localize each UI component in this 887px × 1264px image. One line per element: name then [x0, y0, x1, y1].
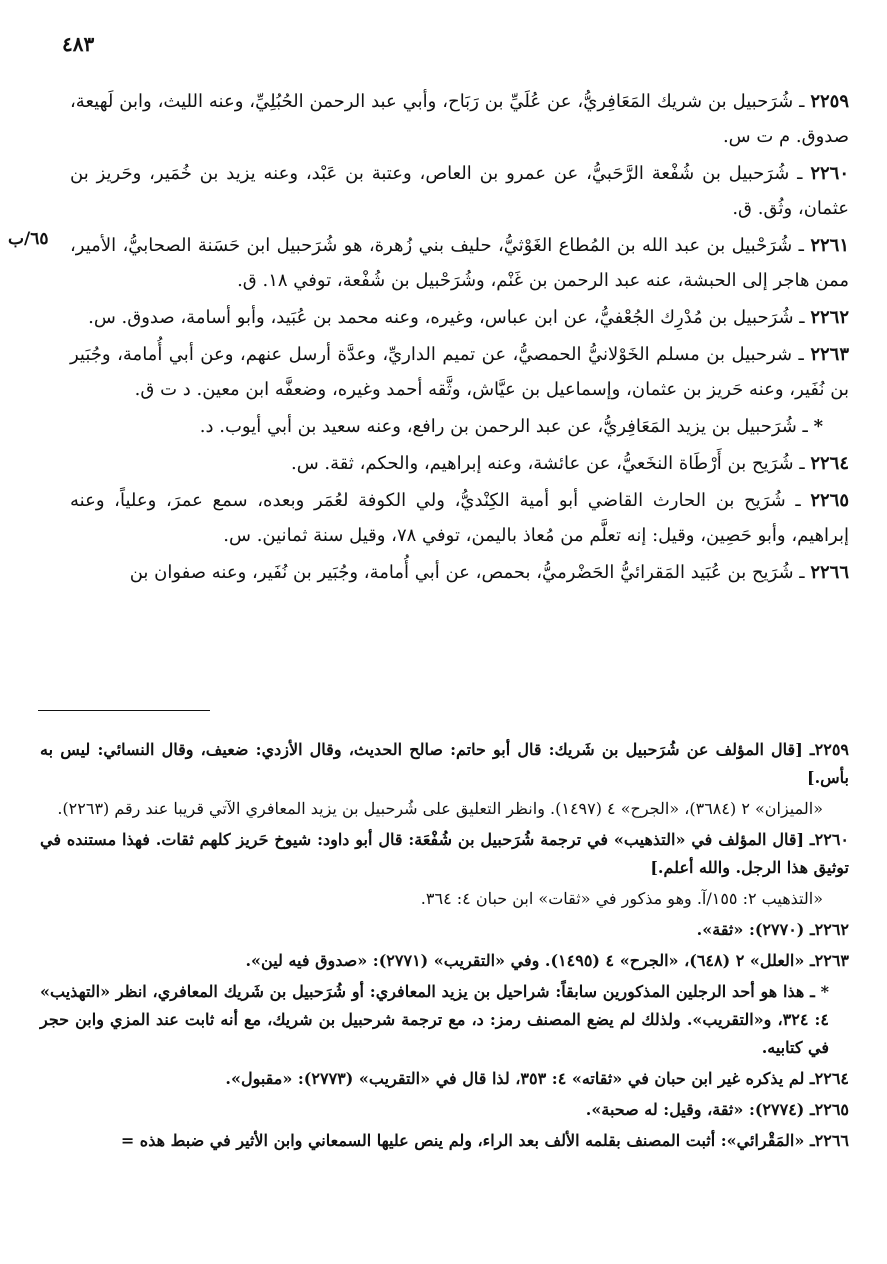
entry-number: ٢٢٦٦: [810, 562, 849, 583]
entry-text: ـ شُرَحبيل بن يزيد المَعَافِريُّ، عن عبد الرحمن بن رافع، وعنه سعيد بن أبي أيوب. د.: [199, 416, 808, 437]
entry-2266: [70, 555, 849, 590]
footnote-text: ـ «المَقْرائي»: أثبت المصنف بقلمه الألف بعد الراء، ولم ينص عليها السمعاني وابن الأثير في ضبط هذه =: [120, 1131, 815, 1150]
footnote-number: ٢٢٥٩: [814, 740, 849, 759]
footnote-number: ٢٢٦٠: [814, 830, 849, 849]
footnote-text: «التذهيب ٢: ١٥٥/آ. وهو مذكور في «ثقات» ابن حبان ٤: ٣٦٤.: [420, 889, 823, 908]
entry-number: ٢٢٦٣: [810, 344, 849, 365]
footnote-number: ٢٢٦٦: [814, 1131, 849, 1150]
footnote-2262: [40, 916, 849, 944]
footnote-text: «الميزان» ٢ (٣٦٨٤)، «الجرح» ٤ (١٤٩٧). وانظر التعليق على شُرحبيل بن يزيد المعافري الآتي قريبا عند رقم (٢٢٦٣).: [57, 799, 823, 818]
entry-number: ٢٢٥٩: [810, 91, 849, 112]
footnote-star: [40, 978, 849, 1062]
entry-number: ٢٢٦١: [810, 235, 849, 256]
entry-text: ـ شرحبيل بن مسلم الخَوْلانيُّ الحمصيُّ، عن تميم الداريِّ، وعدَّة أرسل عنهم، وعن أبي أُمامة، وجُبَير بن نُفَير، وعنه حَريز بن عثمان، وإسماعيل بن عيَّاش، وثَّقه أحمد وغيره، وضعفَّه ابن معين. د ت ق.: [70, 344, 849, 400]
footnote-number: ٢٢٦٤: [814, 1069, 849, 1088]
page-number: ٤٨٣: [62, 32, 95, 56]
footnote-text: ـ (٢٧٧٤): «ثقة، وقيل: له صحبة».: [585, 1100, 815, 1119]
entry-text: ـ شُرَحبيل بن شُفْعة الرَّحَبيُّ، عن عمرو بن العاص، وعتبة بن عَبْد، وعنه يزيد بن خُمَير، وحَريز بن عثمان، وثُق. ق.: [70, 163, 849, 219]
entry-star: [70, 409, 849, 444]
footnotes: [40, 736, 849, 1158]
footnote-number: ٢٢٦٥: [814, 1100, 849, 1119]
main-text: [70, 84, 849, 592]
footnote-2260-ref: [40, 885, 849, 913]
footnote-number: ٢٢٦٢: [814, 920, 849, 939]
entry-number: ٢٢٦٢: [810, 307, 849, 328]
footnote-2259: [40, 736, 849, 792]
entry-number: ٢٢٦٠: [810, 163, 849, 184]
entry-text: ـ شُرَحبيل بن مُدْرِك الجُعْفيُّ، عن ابن عباس، وغيره، وعنه محمد بن عُبَيد، وأبو أسامة، صدوق. س.: [88, 307, 805, 328]
entry-2260: [70, 156, 849, 226]
footnote-2264: [40, 1065, 849, 1093]
footnote-number: *: [820, 982, 829, 1001]
footnote-2260: [40, 826, 849, 882]
footnote-divider: [38, 710, 210, 711]
footnote-2259-ref: [40, 795, 849, 823]
footnote-text: ـ هذا هو أحد الرجلين المذكورين سابقاً: شراحيل بن يزيد المعافري: أو شُرَحبيل بن شَريك المعافري، انظر «التهذيب» ٤: ٣٢٤، و«التقريب». ولذلك لم يضع المصنف رمز: د، مع ترجمة شرحبيل بن شريك، مع أنه ثابت عند المزي وابن حجر في كتابيه.: [40, 982, 830, 1057]
footnote-2265: [40, 1096, 849, 1124]
entry-number: ٢٢٦٤: [810, 453, 849, 474]
footnote-text: ـ «العلل» ٢ (٦٤٨)، «الجرح» ٤ (١٤٩٥). وفي «التقريب» (٢٧٧١): «صدوق فيه لين».: [245, 951, 815, 970]
entry-text: ـ شُرَحبيل بن شريك المَعَافِريُّ، عن عُلَيِّ بن رَبَاح، وأبي عبد الرحمن الحُبُلِيِّ، وعنه الليث، وابن لَهيعة، صدوق. م ت س.: [70, 91, 849, 147]
entry-text: ـ شُرَيح بن عُبَيد المَقرائيُّ الحَضْرميُّ، بحمص، عن أبي أُمامة، وجُبَير بن نُفَير، وعنه صفوان بن: [129, 562, 805, 583]
footnote-text: ـ (٢٧٧٠): «ثقة».: [696, 920, 815, 939]
entry-2261: [70, 228, 849, 298]
entry-2263: [70, 337, 849, 407]
margin-note: ٦٥/ب: [8, 229, 49, 249]
entry-2264: [70, 446, 849, 481]
entry-number: ٢٢٦٥: [810, 490, 849, 511]
footnote-2266: [40, 1127, 849, 1155]
entry-text: ـ شُرَيح بن أَرْطَاة النخَعيُّ، عن عائشة، وعنه إبراهيم، والحكم، ثقة. س.: [290, 453, 805, 474]
entry-2265: [70, 483, 849, 553]
footnote-text: ـ لم يذكره غير ابن حبان في «ثقاته» ٤: ٣٥٣، لذا قال في «التقريب» (٢٧٧٣): «مقبول».: [225, 1069, 815, 1088]
footnote-2263: [40, 947, 849, 975]
entry-text: ـ شُرَيح بن الحارث القاضي أبو أمية الكِنْديُّ، ولي الكوفة لعُمَر وبعده، سمع عمرَ، وعلياً، وعنه إبراهيم، وأبو حَصِين، وقيل: إنه تعلَّم من مُعاذ باليمن، توفي ٧٨، وقيل سنة ثمانين. س.: [70, 490, 849, 546]
footnote-number: ٢٢٦٣: [814, 951, 849, 970]
entry-text: ـ شُرَحْبيل بن عبد الله بن المُطاع الغَوْثيُّ، حليف بني زُهرة، هو شُرَحبيل ابن حَسَنة الصحابيُّ، الأمير، ممن هاجر إلى الحبشة، عنه عبد الرحمن بن غَنْم، وشُرَحْبيل بن شُفْعة، توفي ١٨. ق.: [70, 235, 849, 291]
entry-2259: [70, 84, 849, 154]
footnote-text: ـ [قال المؤلف عن شُرَحبيل بن شَريك: قال أبو حاتم: صالح الحديث، وقال الأزدي: ضعيف، وقال النسائي: ليس به بأس.]: [40, 740, 849, 787]
entry-number: *: [813, 416, 823, 437]
footnote-text: ـ [قال المؤلف في «التذهيب» في ترجمة شُرَحبيل بن شُفْعَة: قال أبو داود: شيوخ حَريز كلهم ثقات. فهذا مستنده في توثيق هذا الرجل. والله أعلم.]: [40, 830, 849, 877]
entry-2262: [70, 300, 849, 335]
